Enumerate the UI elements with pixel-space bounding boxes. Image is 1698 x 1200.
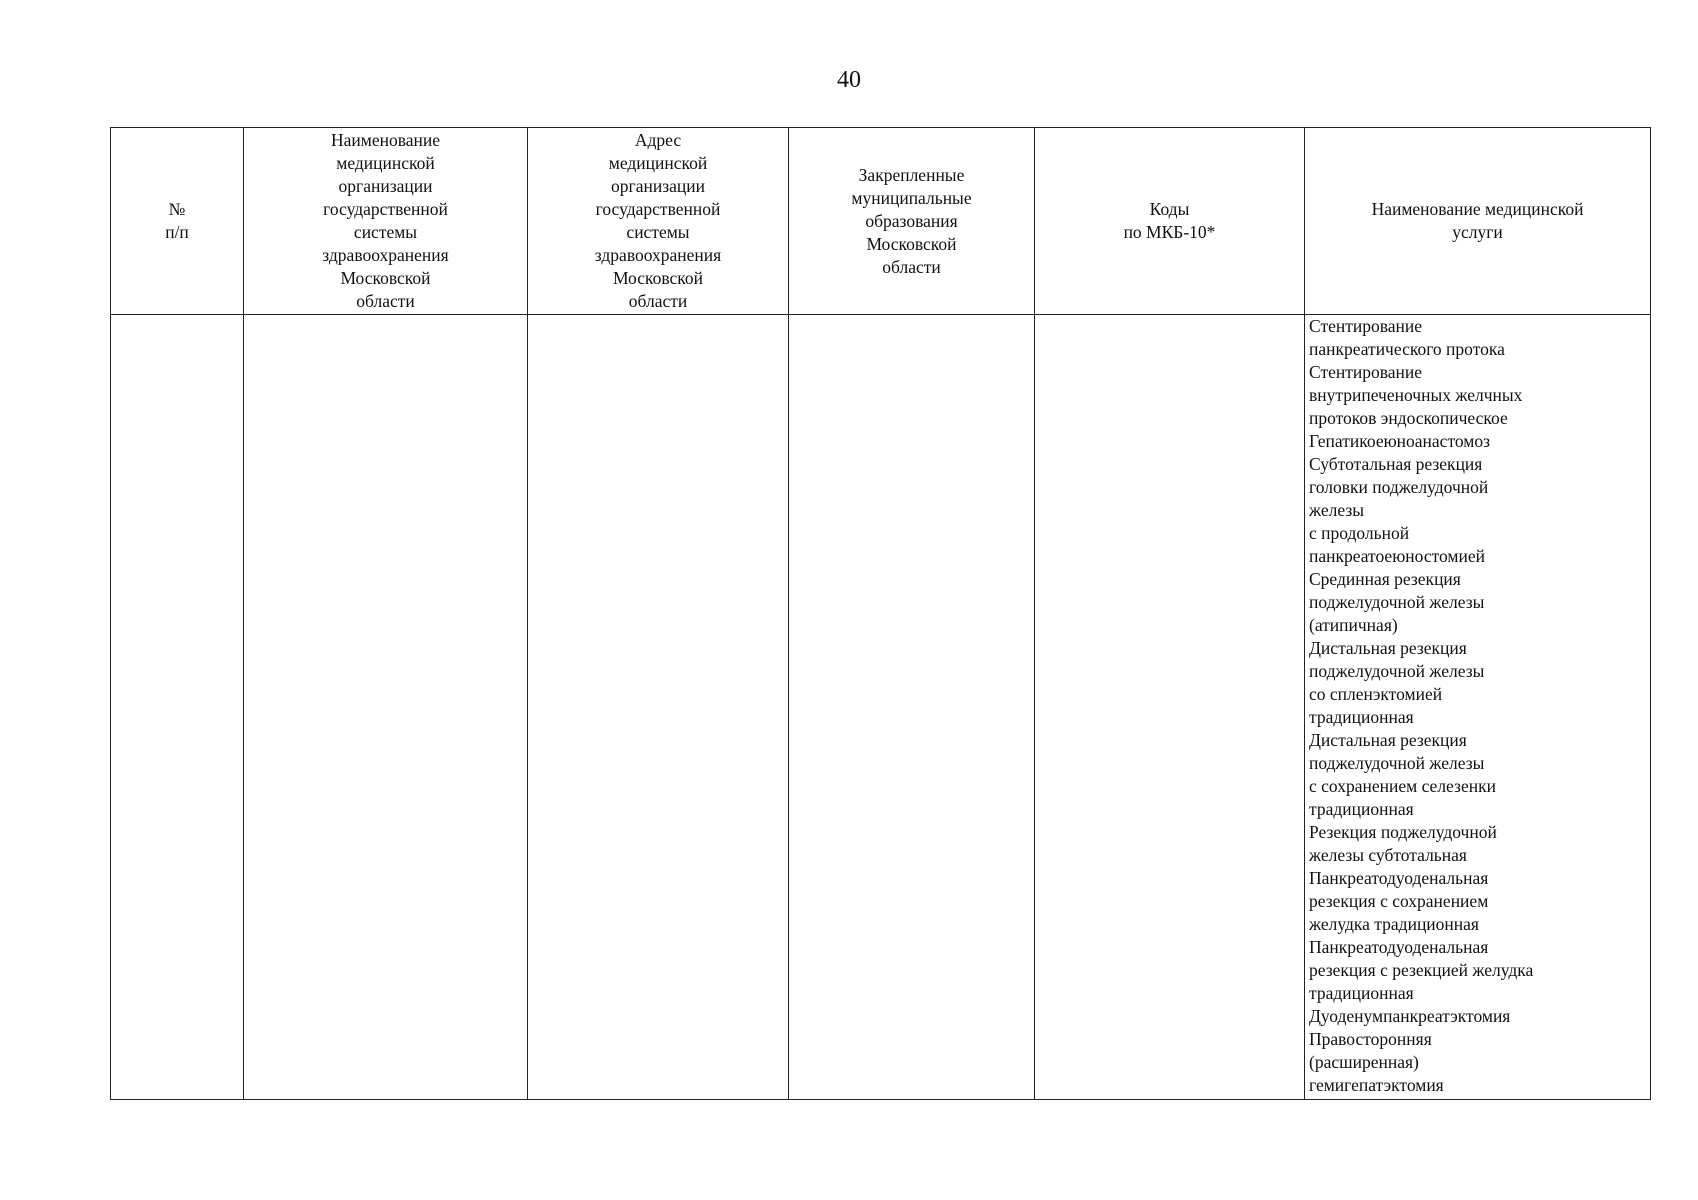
- header-line: Закрепленные: [858, 164, 965, 185]
- header-organization-name: [244, 128, 528, 315]
- service-line: с продольной: [1309, 523, 1410, 543]
- services-table: [110, 127, 1651, 1100]
- cell-icd-codes: [1035, 315, 1305, 1100]
- header-line: организации: [338, 176, 433, 196]
- service-line: (атипичная): [1309, 615, 1398, 635]
- cell-address: [528, 315, 789, 1100]
- header-line: Московской: [340, 268, 431, 288]
- header-line: Коды: [1149, 199, 1190, 219]
- service-line: резекция с сохранением: [1309, 891, 1489, 911]
- header-line: области: [628, 291, 688, 311]
- header-line: №: [168, 199, 186, 219]
- cell-services: [1305, 315, 1651, 1100]
- service-line: железы субтотальная: [1309, 845, 1467, 865]
- header-line: области: [356, 291, 415, 311]
- service-line: традиционная: [1309, 707, 1414, 727]
- header-line: образования: [865, 210, 958, 231]
- service-line: желудка традиционная: [1309, 914, 1479, 934]
- header-icd-codes: [1035, 128, 1305, 315]
- service-line: Дуоденумпанкреатэктомия: [1309, 1006, 1511, 1026]
- header-line: системы: [626, 222, 690, 242]
- header-line: муниципальные: [851, 187, 972, 208]
- header-organization-address: [528, 128, 789, 315]
- service-line: поджелудочной железы: [1309, 592, 1485, 612]
- cell-number: [111, 315, 244, 1100]
- service-line: с сохранением селезенки: [1309, 776, 1496, 796]
- header-service-name: [1305, 128, 1651, 315]
- service-line: поджелудочной железы: [1309, 753, 1485, 773]
- service-line: головки поджелудочной: [1309, 477, 1489, 497]
- service-line: Гепатикоеюноанастомоз: [1309, 431, 1491, 451]
- service-line: традиционная: [1309, 983, 1414, 1003]
- header-line: системы: [353, 222, 418, 242]
- service-line: Правосторонняя: [1309, 1029, 1432, 1049]
- service-line: (расширенная): [1309, 1052, 1419, 1072]
- table-header-row: [111, 128, 1651, 315]
- service-line: Срединная резекция: [1309, 569, 1461, 589]
- header-line: Адрес: [634, 130, 682, 150]
- header-line: Московской: [612, 268, 704, 288]
- header-line: услуги: [1452, 222, 1503, 242]
- service-line: Дистальная резекция: [1309, 638, 1467, 658]
- header-line: Московской: [866, 233, 957, 254]
- service-line: Дистальная резекция: [1309, 730, 1467, 750]
- header-number: [111, 128, 244, 315]
- service-line: Стентирование: [1309, 362, 1423, 382]
- service-line: традиционная: [1309, 799, 1414, 819]
- header-line: по МКБ-10*: [1123, 222, 1216, 242]
- header-line: государственной: [595, 199, 721, 219]
- service-line: Панкреатодуоденальная: [1309, 868, 1489, 888]
- service-line: со спленэктомией: [1309, 684, 1443, 704]
- service-line: внутрипеченочных желчных: [1309, 385, 1523, 405]
- header-line: Наименование: [330, 130, 441, 150]
- table-row: [111, 315, 1651, 1100]
- page-number: 40: [837, 67, 861, 93]
- service-line: резекция с резекцией желудка: [1309, 960, 1534, 980]
- header-line: медицинской: [608, 153, 708, 173]
- service-line: Субтотальная резекция: [1309, 454, 1483, 474]
- header-line: Наименование медицинской: [1371, 199, 1584, 219]
- service-line: гемигепатэктомия: [1309, 1075, 1444, 1095]
- cell-organization: [244, 315, 528, 1100]
- service-line: Стентирование: [1309, 316, 1423, 336]
- service-line: протоков эндоскопическое: [1309, 408, 1508, 428]
- service-line: панкреатического протока: [1309, 339, 1505, 359]
- cell-municipalities: [789, 315, 1035, 1100]
- service-line: поджелудочной железы: [1309, 661, 1485, 681]
- service-line: железы: [1309, 500, 1365, 520]
- service-line: Резекция поджелудочной: [1309, 822, 1497, 842]
- header-line: государственной: [323, 199, 448, 219]
- header-line: здравоохранения: [594, 245, 722, 265]
- header-line: медицинской: [336, 153, 435, 173]
- header-line: п/п: [165, 222, 189, 242]
- header-municipalities: [789, 128, 1035, 315]
- service-line: Панкреатодуоденальная: [1309, 937, 1489, 957]
- header-line: области: [882, 256, 941, 277]
- header-line: здравоохранения: [322, 245, 449, 265]
- service-line: панкреатоеюностомией: [1309, 546, 1485, 566]
- header-line: организации: [611, 176, 705, 196]
